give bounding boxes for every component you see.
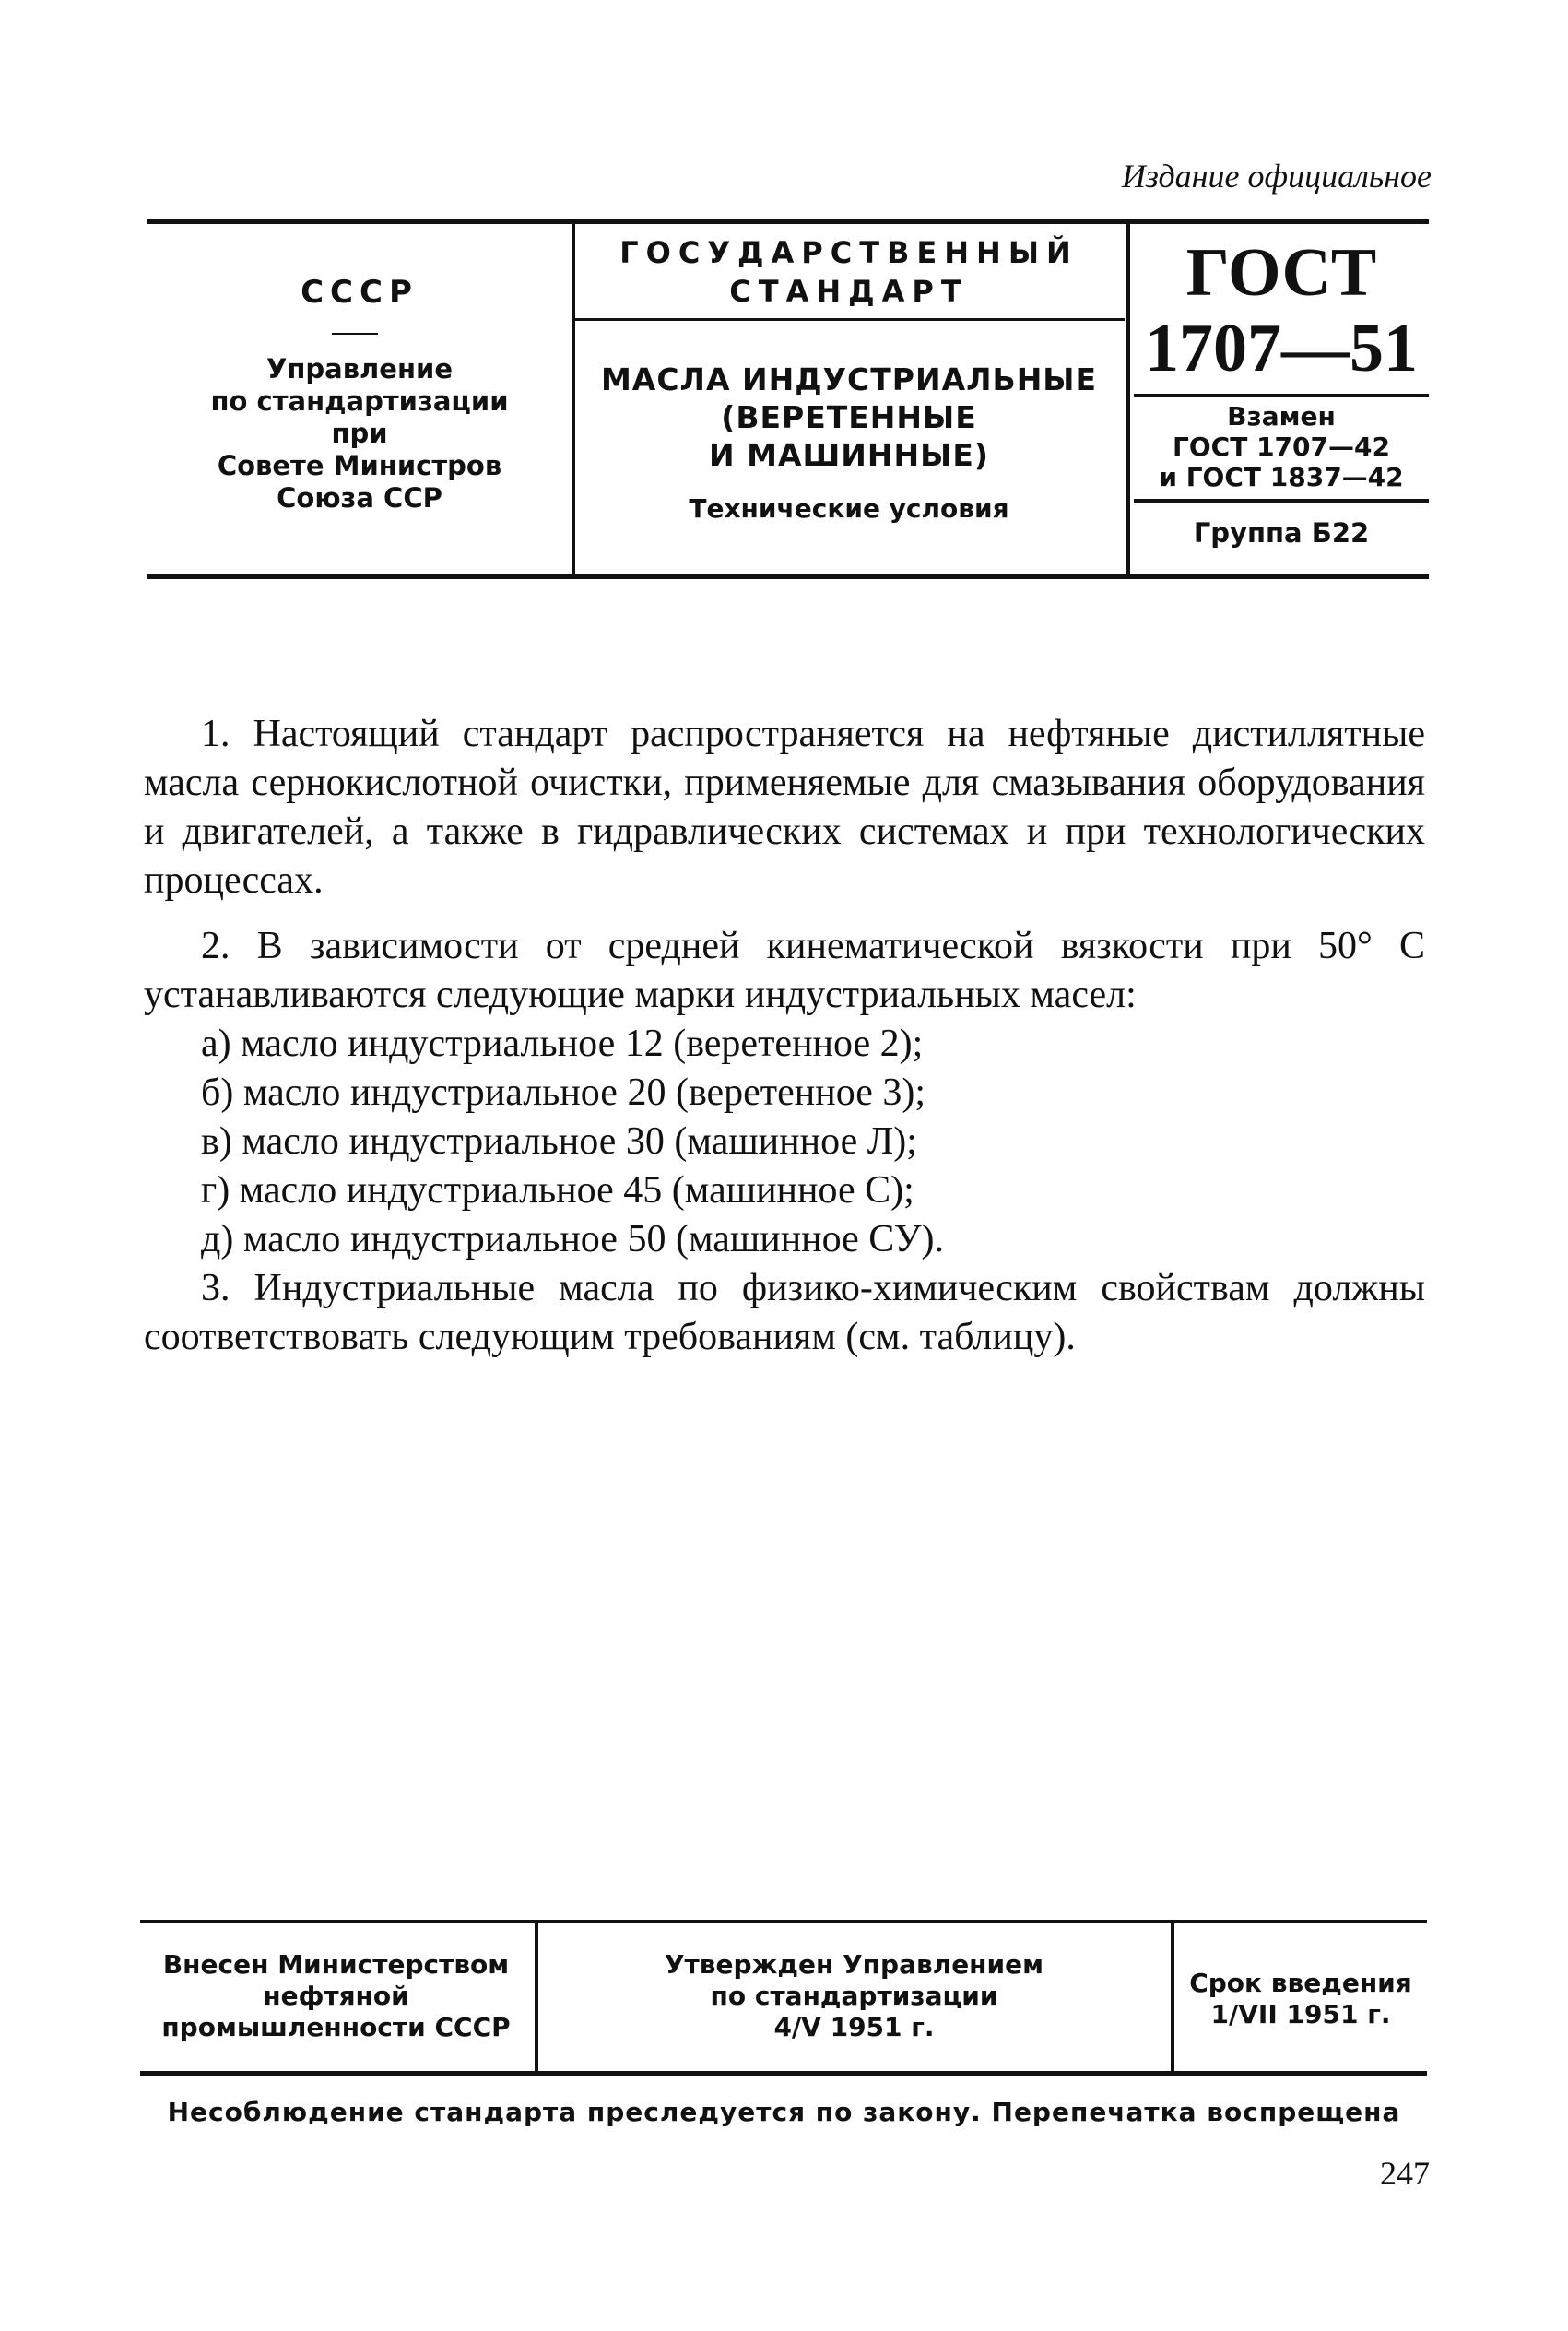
footer-table [140,1920,1427,2076]
approved-by: Утвержден Управлением по стандартизации 4/V 1951 г. [664,1949,1044,2042]
paragraph-3: 3. Индустриальные масла по физико-химическим свойствам должны соответствовать следующим требованиям (см. таблицу). [144,1267,1425,1358]
list-item: г) масло индустриальное 45 (машинное С); [201,1169,914,1212]
list-item: д) масло индустриальное 50 (машинное СУ). [201,1218,944,1260]
column-divider [1126,224,1130,574]
authority-name: Управление по стандартизации при Совете Министров Союза ССР [210,353,509,514]
gost-number-cell [1134,224,1429,574]
divider-line [1134,499,1429,503]
document-subtitle: Технические условия [689,493,1009,524]
header-table [147,219,1429,579]
classification-group: Группа Б22 [1193,517,1370,549]
list-item: в) масло индустриальное 30 (машинное Л); [201,1120,917,1163]
standard-type: ГОСУДАРСТВЕННЫЙ СТАНДАРТ [619,235,1079,309]
paragraph-2: 2. В зависимости от средней кинематической вязкости при 50° С устанавливаются следующие марки индустриальных масел: [144,925,1425,1016]
divider-line [573,318,1125,321]
paragraph-1: 1. Настоящий стандарт распространяется на нефтяные дистиллятные масла сернокислотной очистки, применяемые для смазывания оборудования и двигателей, а также в гидравлических системах и при технологических процессах. [144,713,1425,902]
replaces-standards: Взамен ГОСТ 1707—42 и ГОСТ 1837—42 [1159,401,1404,492]
introduced-by: Внесен Министерством нефтяной промышленности СССР [161,1949,511,2042]
page-number: 247 [1380,2155,1430,2192]
divider-dash [332,333,378,335]
gost-number: ГОСТ 1707—51 [1145,235,1418,386]
effective-date: Срок введения 1/VII 1951 г. [1189,1968,1412,2029]
standard-title-cell [573,224,1125,574]
document-body [144,710,1425,1362]
copyright-notice: Несоблюдение стандарта преследуется по закону. Перепечатка воспрещена [167,2097,1401,2127]
list-item: а) масло индустриальное 12 (веретенное 2); [201,1023,924,1065]
edition-note: Издание официальное [1121,158,1432,195]
list-item: б) масло индустриальное 20 (веретенное 3); [201,1071,926,1114]
country-label: СССР [301,274,419,311]
divider-line [1134,394,1429,397]
document-title: МАСЛА ИНДУСТРИАЛЬНЫЕ (ВЕРЕТЕННЫЕ И МАШИННЫЕ) [600,361,1098,473]
issuing-authority-cell [147,224,572,574]
